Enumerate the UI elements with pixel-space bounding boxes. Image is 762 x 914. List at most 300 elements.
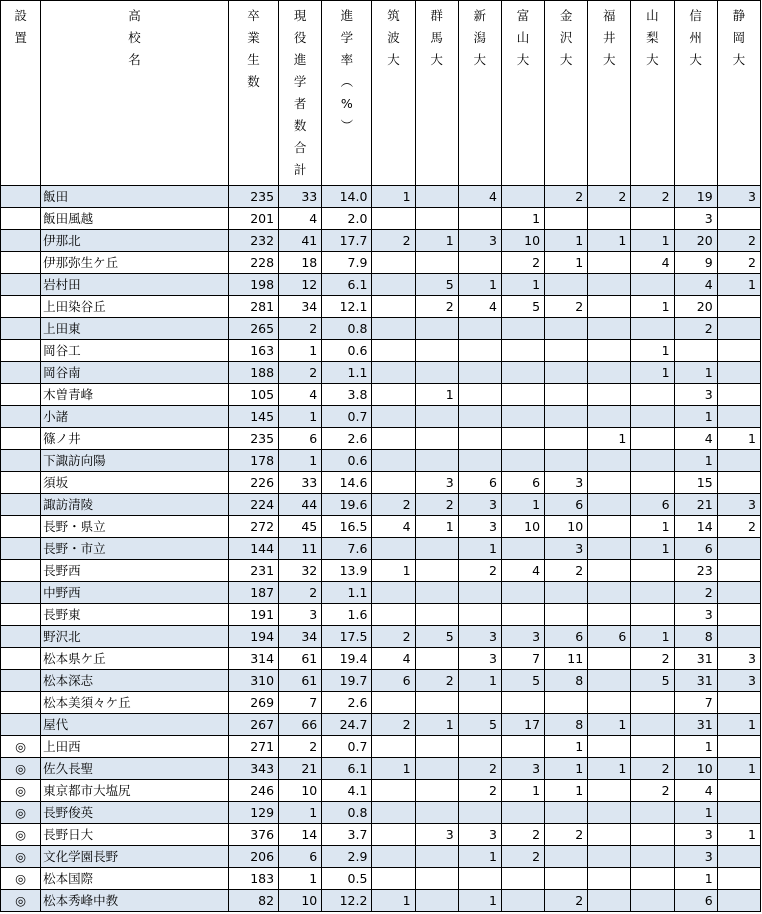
table-row xyxy=(1,846,761,868)
cell-yamanashi xyxy=(631,208,674,230)
cell-shinshu xyxy=(674,340,717,362)
table-row xyxy=(1,538,761,560)
cell-gunma xyxy=(415,758,458,780)
cell-tsukuba xyxy=(372,274,415,296)
cell-toyama xyxy=(501,692,544,714)
header-niigata xyxy=(458,1,501,186)
cell-est xyxy=(1,252,41,274)
cell-est: ◎ xyxy=(1,736,41,758)
cell-yamanashi xyxy=(631,604,674,626)
cell-total: 66 xyxy=(279,714,322,736)
cell-total: 11 xyxy=(279,538,322,560)
cell-yamanashi xyxy=(631,406,674,428)
cell-shinshu: 2 xyxy=(674,318,717,340)
cell-gunma xyxy=(415,582,458,604)
cell-yamanashi xyxy=(631,846,674,868)
cell-grads: 163 xyxy=(228,340,278,362)
cell-shinshu: 1 xyxy=(674,450,717,472)
cell-fukui: 1 xyxy=(588,230,631,252)
cell-tsukuba: 2 xyxy=(372,230,415,252)
cell-shinshu: 14 xyxy=(674,516,717,538)
cell-toyama xyxy=(501,604,544,626)
cell-gunma xyxy=(415,780,458,802)
cell-gunma: 1 xyxy=(415,516,458,538)
cell-niigata xyxy=(458,692,501,714)
cell-gunma xyxy=(415,692,458,714)
cell-shizuoka xyxy=(717,604,760,626)
cell-toyama: 5 xyxy=(501,296,544,318)
cell-est xyxy=(1,318,41,340)
cell-rate: 14.0 xyxy=(322,186,372,208)
cell-name: 松本国際 xyxy=(41,868,229,890)
cell-gunma: 3 xyxy=(415,824,458,846)
cell-niigata xyxy=(458,604,501,626)
cell-grads: 201 xyxy=(228,208,278,230)
cell-fukui xyxy=(588,340,631,362)
cell-niigata xyxy=(458,450,501,472)
cell-yamanashi xyxy=(631,736,674,758)
cell-niigata: 3 xyxy=(458,824,501,846)
cell-est xyxy=(1,560,41,582)
cell-grads: 129 xyxy=(228,802,278,824)
cell-gunma: 2 xyxy=(415,494,458,516)
cell-fukui xyxy=(588,890,631,912)
cell-fukui xyxy=(588,384,631,406)
table-row xyxy=(1,450,761,472)
cell-shinshu: 3 xyxy=(674,824,717,846)
cell-rate: 1.6 xyxy=(322,604,372,626)
header-toyama xyxy=(501,1,544,186)
cell-toyama: 5 xyxy=(501,670,544,692)
cell-total: 33 xyxy=(279,186,322,208)
cell-niigata xyxy=(458,208,501,230)
cell-total: 32 xyxy=(279,560,322,582)
cell-fukui xyxy=(588,208,631,230)
cell-fukui xyxy=(588,560,631,582)
cell-rate: 0.8 xyxy=(322,318,372,340)
cell-est: ◎ xyxy=(1,824,41,846)
header-rate xyxy=(322,1,372,186)
table-row xyxy=(1,406,761,428)
cell-yamanashi xyxy=(631,274,674,296)
cell-name: 飯田 xyxy=(41,186,229,208)
cell-niigata: 3 xyxy=(458,516,501,538)
cell-tsukuba xyxy=(372,472,415,494)
cell-rate: 0.5 xyxy=(322,868,372,890)
cell-shizuoka: 1 xyxy=(717,428,760,450)
cell-rate: 0.7 xyxy=(322,406,372,428)
cell-grads: 271 xyxy=(228,736,278,758)
header-grads xyxy=(228,1,278,186)
cell-fukui xyxy=(588,670,631,692)
header-label-fukui: 福 井 大 xyxy=(603,8,616,67)
cell-yamanashi: 2 xyxy=(631,758,674,780)
cell-toyama: 1 xyxy=(501,780,544,802)
table-row xyxy=(1,824,761,846)
cell-fukui xyxy=(588,692,631,714)
cell-name: 岩村田 xyxy=(41,274,229,296)
cell-rate: 14.6 xyxy=(322,472,372,494)
cell-fukui xyxy=(588,472,631,494)
cell-gunma xyxy=(415,208,458,230)
cell-est xyxy=(1,626,41,648)
cell-fukui xyxy=(588,516,631,538)
cell-name: 松本美須々ケ丘 xyxy=(41,692,229,714)
cell-toyama xyxy=(501,538,544,560)
cell-niigata: 4 xyxy=(458,296,501,318)
header-gunma xyxy=(415,1,458,186)
cell-shizuoka xyxy=(717,868,760,890)
header-label-grads: 卒 業 生 数 xyxy=(247,8,260,89)
cell-tsukuba: 4 xyxy=(372,516,415,538)
cell-gunma xyxy=(415,736,458,758)
cell-fukui xyxy=(588,868,631,890)
cell-tsukuba xyxy=(372,428,415,450)
cell-shinshu: 31 xyxy=(674,670,717,692)
cell-total: 3 xyxy=(279,604,322,626)
cell-gunma: 5 xyxy=(415,274,458,296)
cell-niigata xyxy=(458,802,501,824)
cell-total: 33 xyxy=(279,472,322,494)
cell-shizuoka xyxy=(717,736,760,758)
header-label-shizuoka: 静 岡 大 xyxy=(732,8,746,67)
cell-gunma: 2 xyxy=(415,296,458,318)
cell-total: 7 xyxy=(279,692,322,714)
cell-tsukuba: 4 xyxy=(372,648,415,670)
cell-name: 須坂 xyxy=(41,472,229,494)
cell-niigata: 3 xyxy=(458,648,501,670)
cell-kanazawa: 1 xyxy=(545,780,588,802)
cell-name: 篠ノ井 xyxy=(41,428,229,450)
cell-shizuoka: 3 xyxy=(717,494,760,516)
cell-shinshu: 20 xyxy=(674,296,717,318)
cell-tsukuba: 2 xyxy=(372,626,415,648)
cell-shinshu: 6 xyxy=(674,538,717,560)
cell-est xyxy=(1,362,41,384)
cell-yamanashi: 2 xyxy=(631,780,674,802)
cell-shinshu: 9 xyxy=(674,252,717,274)
cell-name: 長野・県立 xyxy=(41,516,229,538)
cell-total: 34 xyxy=(279,296,322,318)
cell-tsukuba: 2 xyxy=(372,494,415,516)
cell-niigata: 2 xyxy=(458,780,501,802)
cell-toyama xyxy=(501,890,544,912)
cell-kanazawa: 1 xyxy=(545,736,588,758)
cell-toyama xyxy=(501,582,544,604)
cell-tsukuba xyxy=(372,780,415,802)
cell-niigata: 1 xyxy=(458,890,501,912)
cell-toyama xyxy=(501,868,544,890)
cell-gunma xyxy=(415,252,458,274)
cell-rate: 13.9 xyxy=(322,560,372,582)
cell-fukui xyxy=(588,824,631,846)
table-row xyxy=(1,736,761,758)
header-label-rate: 進 学 率 ︵ % ︶ xyxy=(340,8,354,133)
cell-kanazawa xyxy=(545,868,588,890)
cell-yamanashi xyxy=(631,692,674,714)
header-label-name: 高 校 名 xyxy=(128,8,141,67)
cell-total: 10 xyxy=(279,780,322,802)
cell-niigata: 3 xyxy=(458,230,501,252)
cell-toyama: 7 xyxy=(501,648,544,670)
header-tsukuba xyxy=(372,1,415,186)
cell-grads: 235 xyxy=(228,186,278,208)
table-row xyxy=(1,252,761,274)
cell-shinshu: 4 xyxy=(674,274,717,296)
table-row xyxy=(1,274,761,296)
cell-grads: 82 xyxy=(228,890,278,912)
table-row xyxy=(1,516,761,538)
header-label-gunma: 群 馬 大 xyxy=(430,8,443,67)
cell-tsukuba xyxy=(372,252,415,274)
cell-tsukuba xyxy=(372,538,415,560)
cell-shizuoka xyxy=(717,802,760,824)
cell-yamanashi: 1 xyxy=(631,340,674,362)
cell-fukui xyxy=(588,780,631,802)
cell-fukui xyxy=(588,318,631,340)
cell-name: 上田東 xyxy=(41,318,229,340)
cell-est xyxy=(1,230,41,252)
cell-toyama: 3 xyxy=(501,626,544,648)
header-label-est: 設 置 xyxy=(14,8,27,45)
cell-gunma: 1 xyxy=(415,384,458,406)
cell-gunma xyxy=(415,362,458,384)
cell-total: 1 xyxy=(279,406,322,428)
cell-rate: 2.9 xyxy=(322,846,372,868)
cell-est xyxy=(1,604,41,626)
table-row xyxy=(1,318,761,340)
cell-rate: 19.4 xyxy=(322,648,372,670)
table-row xyxy=(1,604,761,626)
cell-grads: 235 xyxy=(228,428,278,450)
header-shizuoka xyxy=(717,1,760,186)
cell-fukui xyxy=(588,846,631,868)
cell-fukui xyxy=(588,582,631,604)
cell-total: 61 xyxy=(279,670,322,692)
cell-est xyxy=(1,186,41,208)
cell-yamanashi xyxy=(631,582,674,604)
cell-total: 44 xyxy=(279,494,322,516)
cell-tsukuba: 1 xyxy=(372,758,415,780)
cell-name: 伊那弥生ケ丘 xyxy=(41,252,229,274)
cell-name: 文化学園長野 xyxy=(41,846,229,868)
cell-tsukuba xyxy=(372,318,415,340)
cell-grads: 232 xyxy=(228,230,278,252)
cell-total: 2 xyxy=(279,736,322,758)
cell-grads: 144 xyxy=(228,538,278,560)
cell-grads: 269 xyxy=(228,692,278,714)
cell-tsukuba: 1 xyxy=(372,186,415,208)
cell-toyama: 1 xyxy=(501,494,544,516)
cell-kanazawa xyxy=(545,692,588,714)
cell-niigata xyxy=(458,736,501,758)
cell-gunma xyxy=(415,846,458,868)
cell-total: 1 xyxy=(279,802,322,824)
cell-shinshu: 1 xyxy=(674,406,717,428)
cell-gunma xyxy=(415,406,458,428)
cell-niigata xyxy=(458,340,501,362)
cell-fukui: 1 xyxy=(588,714,631,736)
cell-gunma xyxy=(415,186,458,208)
cell-name: 野沢北 xyxy=(41,626,229,648)
cell-toyama xyxy=(501,186,544,208)
cell-est xyxy=(1,384,41,406)
cell-rate: 3.8 xyxy=(322,384,372,406)
cell-gunma xyxy=(415,868,458,890)
cell-kanazawa: 1 xyxy=(545,252,588,274)
cell-shizuoka: 1 xyxy=(717,824,760,846)
cell-yamanashi: 1 xyxy=(631,296,674,318)
cell-total: 41 xyxy=(279,230,322,252)
cell-tsukuba xyxy=(372,340,415,362)
cell-name: 木曽青峰 xyxy=(41,384,229,406)
cell-fukui: 2 xyxy=(588,186,631,208)
cell-shinshu: 8 xyxy=(674,626,717,648)
cell-rate: 7.6 xyxy=(322,538,372,560)
cell-toyama: 1 xyxy=(501,208,544,230)
cell-total: 1 xyxy=(279,868,322,890)
cell-est xyxy=(1,648,41,670)
cell-shinshu: 1 xyxy=(674,362,717,384)
cell-shinshu: 1 xyxy=(674,868,717,890)
cell-niigata xyxy=(458,318,501,340)
cell-toyama: 2 xyxy=(501,846,544,868)
cell-kanazawa: 6 xyxy=(545,494,588,516)
cell-est xyxy=(1,582,41,604)
cell-grads: 206 xyxy=(228,846,278,868)
cell-kanazawa: 3 xyxy=(545,538,588,560)
cell-fukui xyxy=(588,406,631,428)
cell-rate: 2.6 xyxy=(322,428,372,450)
cell-name: 諏訪清陵 xyxy=(41,494,229,516)
cell-name: 長野東 xyxy=(41,604,229,626)
table-row xyxy=(1,208,761,230)
cell-name: 長野日大 xyxy=(41,824,229,846)
cell-est xyxy=(1,538,41,560)
cell-kanazawa: 2 xyxy=(545,560,588,582)
cell-gunma xyxy=(415,648,458,670)
cell-total: 4 xyxy=(279,384,322,406)
cell-est xyxy=(1,516,41,538)
cell-niigata xyxy=(458,582,501,604)
cell-niigata xyxy=(458,428,501,450)
cell-niigata: 1 xyxy=(458,274,501,296)
cell-est xyxy=(1,670,41,692)
cell-gunma xyxy=(415,340,458,362)
cell-grads: 310 xyxy=(228,670,278,692)
cell-kanazawa: 10 xyxy=(545,516,588,538)
cell-total: 18 xyxy=(279,252,322,274)
cell-est: ◎ xyxy=(1,802,41,824)
cell-shizuoka xyxy=(717,450,760,472)
cell-tsukuba: 1 xyxy=(372,890,415,912)
cell-est xyxy=(1,428,41,450)
cell-rate: 12.1 xyxy=(322,296,372,318)
cell-shizuoka: 3 xyxy=(717,670,760,692)
cell-rate: 2.0 xyxy=(322,208,372,230)
cell-grads: 231 xyxy=(228,560,278,582)
cell-kanazawa xyxy=(545,208,588,230)
header-label-total: 現 役 進 学 者 数 合 計 xyxy=(293,8,307,177)
cell-shinshu: 3 xyxy=(674,604,717,626)
cell-shizuoka: 1 xyxy=(717,758,760,780)
cell-kanazawa xyxy=(545,450,588,472)
table-row xyxy=(1,670,761,692)
cell-fukui xyxy=(588,604,631,626)
cell-shizuoka xyxy=(717,406,760,428)
cell-rate: 17.7 xyxy=(322,230,372,252)
cell-rate: 0.6 xyxy=(322,450,372,472)
cell-toyama xyxy=(501,428,544,450)
cell-kanazawa: 1 xyxy=(545,758,588,780)
cell-grads: 187 xyxy=(228,582,278,604)
cell-shizuoka: 3 xyxy=(717,648,760,670)
cell-rate: 1.1 xyxy=(322,362,372,384)
cell-niigata xyxy=(458,362,501,384)
cell-gunma xyxy=(415,538,458,560)
cell-fukui: 1 xyxy=(588,758,631,780)
header-kanazawa xyxy=(545,1,588,186)
header-label-niigata: 新 潟 大 xyxy=(473,8,487,67)
cell-kanazawa: 3 xyxy=(545,472,588,494)
cell-grads: 198 xyxy=(228,274,278,296)
cell-fukui xyxy=(588,648,631,670)
cell-est xyxy=(1,450,41,472)
table-row xyxy=(1,230,761,252)
cell-gunma xyxy=(415,890,458,912)
cell-total: 6 xyxy=(279,428,322,450)
cell-yamanashi xyxy=(631,560,674,582)
cell-tsukuba: 1 xyxy=(372,560,415,582)
cell-fukui xyxy=(588,736,631,758)
cell-kanazawa xyxy=(545,362,588,384)
cell-shinshu: 6 xyxy=(674,890,717,912)
cell-name: 長野西 xyxy=(41,560,229,582)
table-row xyxy=(1,802,761,824)
header-name xyxy=(41,1,229,186)
cell-est: ◎ xyxy=(1,846,41,868)
cell-total: 61 xyxy=(279,648,322,670)
cell-gunma xyxy=(415,560,458,582)
cell-shizuoka xyxy=(717,890,760,912)
cell-shizuoka xyxy=(717,780,760,802)
cell-shinshu: 10 xyxy=(674,758,717,780)
cell-name: 飯田風越 xyxy=(41,208,229,230)
cell-shinshu: 4 xyxy=(674,428,717,450)
cell-est: ◎ xyxy=(1,868,41,890)
cell-kanazawa: 2 xyxy=(545,296,588,318)
cell-shinshu: 1 xyxy=(674,736,717,758)
cell-grads: 188 xyxy=(228,362,278,384)
cell-gunma xyxy=(415,318,458,340)
cell-total: 45 xyxy=(279,516,322,538)
cell-grads: 343 xyxy=(228,758,278,780)
cell-est xyxy=(1,472,41,494)
cell-yamanashi xyxy=(631,472,674,494)
cell-grads: 314 xyxy=(228,648,278,670)
cell-kanazawa: 11 xyxy=(545,648,588,670)
cell-est: ◎ xyxy=(1,780,41,802)
header-label-kanazawa: 金 沢 大 xyxy=(559,8,573,67)
cell-total: 6 xyxy=(279,846,322,868)
cell-shizuoka xyxy=(717,362,760,384)
cell-name: 岡谷南 xyxy=(41,362,229,384)
cell-kanazawa: 8 xyxy=(545,670,588,692)
cell-total: 12 xyxy=(279,274,322,296)
cell-name: 小諸 xyxy=(41,406,229,428)
cell-rate: 3.7 xyxy=(322,824,372,846)
cell-tsukuba xyxy=(372,208,415,230)
